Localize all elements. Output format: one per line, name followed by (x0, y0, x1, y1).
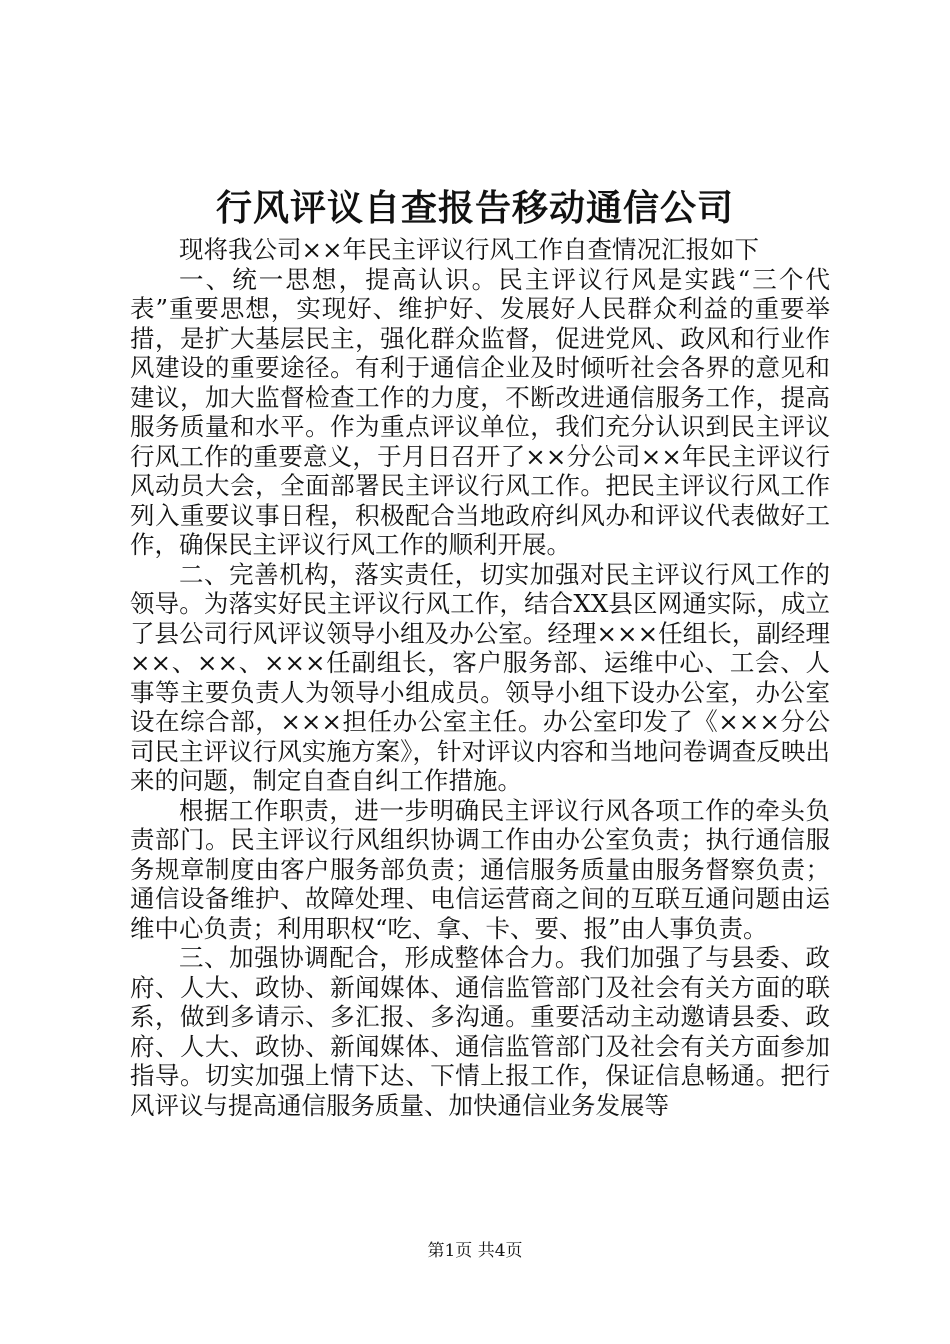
document-body (130, 235, 830, 1120)
paragraph-section-2: 二、完善机构，落实责任，切实加强对民主评议行风工作的领导。为落实好民主评议行风工作，结合XX县区网通实际，成立了县公司行风评议领导小组及办公室。经理×××任组长，副经理××、××、×××任副组长，客户服务部、运维中心、工会、人事等主要负责人为领导小组成员。领导小组下设办公室，办公室设在综合部，×××担任办公室主任。办公室印发了《×××分公司民主评议行风实施方案》，针对评议内容和当地问卷调查反映出来的问题，制定自查自纠工作措施。 (130, 559, 830, 795)
paragraph-section-3: 三、加强协调配合，形成整体合力。我们加强了与县委、政府、人大、政协、新闻媒体、通信监管部门及社会有关方面的联系，做到多请示、多汇报、多沟通。重要活动主动邀请县委、政府、人大、政协、新闻媒体、通信监管部门及社会有关方面参加指导。切实加强上情下达、下情上报工作，保证信息畅通。把行风评议与提高通信服务质量、加快通信业务发展等 (130, 943, 830, 1120)
page-number-footer: 第1页 共4页 (427, 1241, 523, 1261)
paragraph-section-1: 一、统一思想，提高认识。民主评议行风是实践“三个代表”重要思想，实现好、维护好、发展好人民群众利益的重要举措，是扩大基层民主，强化群众监督，促进党风、政风和行业作风建设的重要途径。有利于通信企业及时倾听社会各界的意见和建议，加大监督检查工作的力度，不断改进通信服务工作，提高服务质量和水平。作为重点评议单位，我们充分认识到民主评议行风工作的重要意义，于月日召开了××分公司××年民主评议行风动员大会，全面部署民主评议行风工作。把民主评议行风工作列入重要议事日程，积极配合当地政府纠风办和评议代表做好工作，确保民主评议行风工作的顺利开展。 (130, 264, 830, 559)
paragraph-intro: 现将我公司××年民主评议行风工作自查情况汇报如下 (179, 235, 760, 264)
document-title: 行风评议自查报告移动通信公司 (215, 187, 734, 229)
paragraph-responsibilities: 根据工作职责，进一步明确民主评议行风各项工作的牵头负责部门。民主评议行风组织协调工作由办公室负责；执行通信服务规章制度由客户服务部负责；通信服务质量由服务督察负责；通信设备维护、故障处理、电信运营商之间的互联互通问题由运维中心负责；利用职权“吃、拿、卡、要、报”由人事负责。 (130, 795, 830, 943)
